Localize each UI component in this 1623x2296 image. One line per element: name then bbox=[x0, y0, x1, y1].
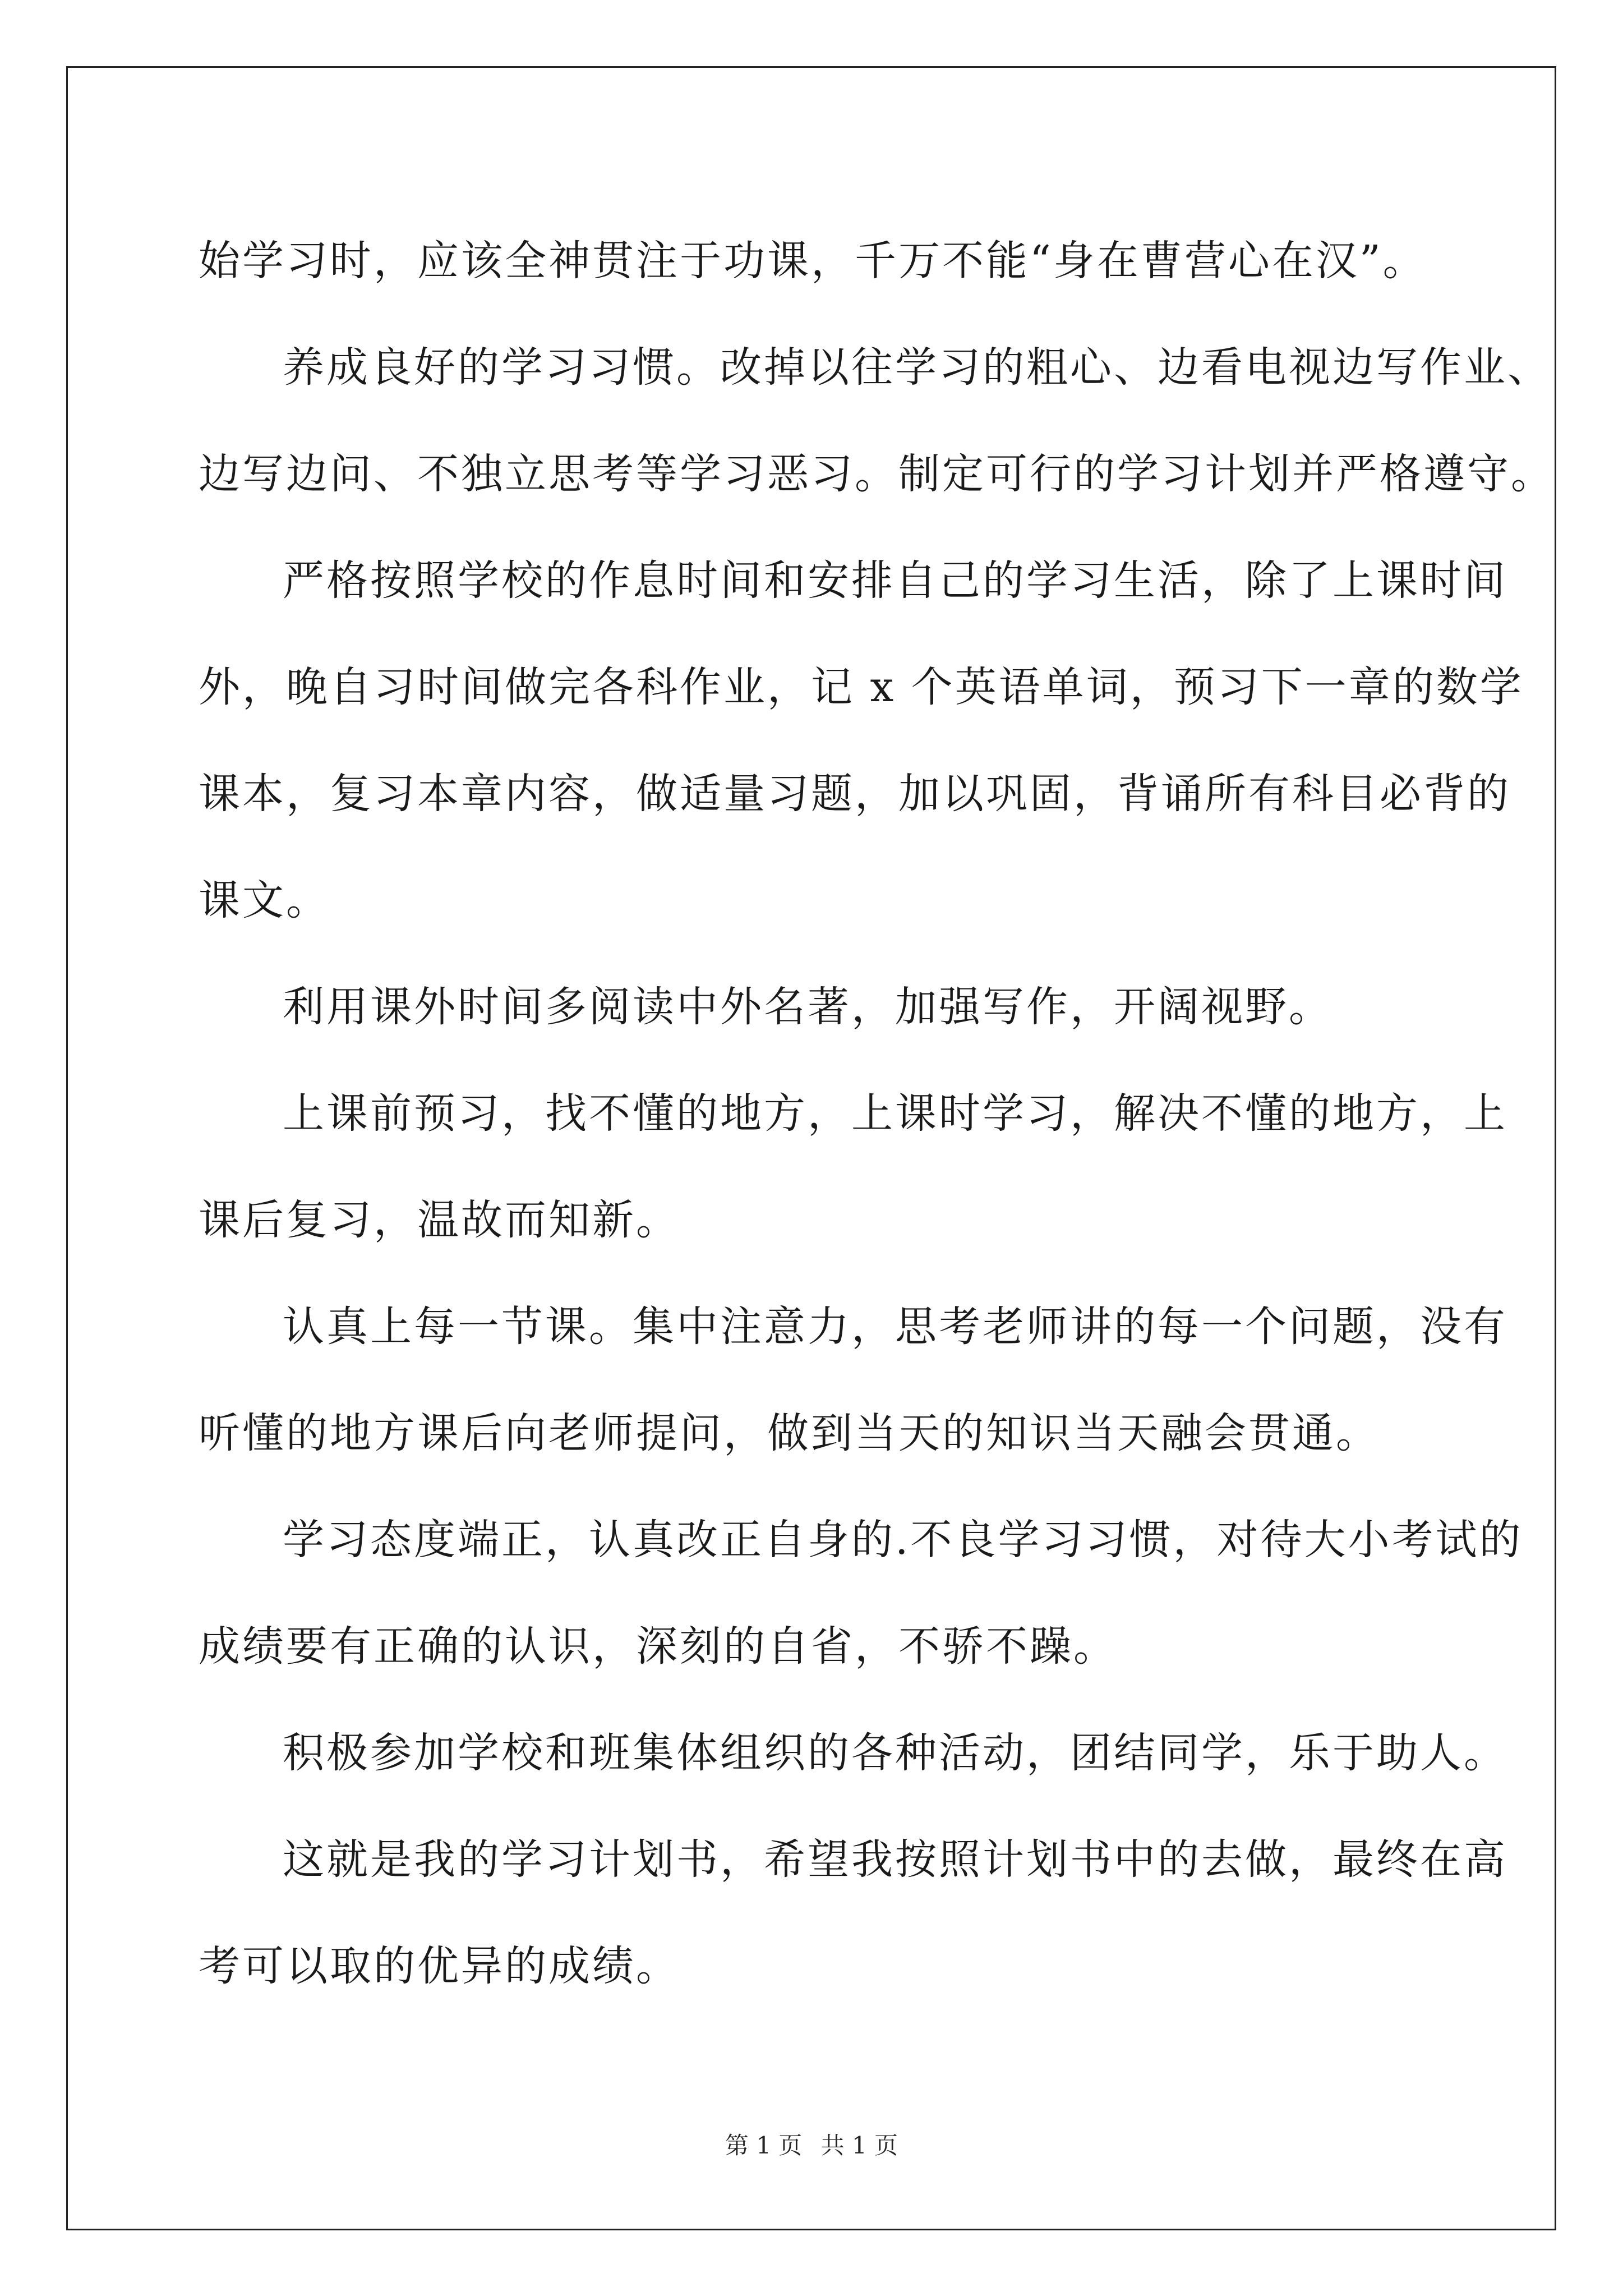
text-line: 认真上每一节课。集中注意力，思考老师讲的每一个问题，没有 bbox=[283, 1303, 1507, 1351]
document-body bbox=[199, 208, 1555, 2019]
page-footer bbox=[0, 2129, 1623, 2162]
text-line: 严格按照学校的作息时间和安排自己的学习生活，除了上课时间 bbox=[283, 556, 1507, 605]
text-line: 课后复习，温故而知新。 bbox=[199, 1196, 680, 1244]
text-line: 课本，复习本章内容，做适量习题，加以巩固，背诵所有科目必背的 bbox=[199, 770, 1511, 818]
text-line: 上课前预习，找不懂的地方，上课时学习，解决不懂的地方，上 bbox=[283, 1089, 1507, 1138]
text-line: 课文。 bbox=[199, 876, 330, 924]
text-line: 这就是我的学习计划书，希望我按照计划书中的去做，最终在高 bbox=[283, 1835, 1507, 1884]
text-line: 外，晚自习时间做完各科作业，记 x 个英语单词，预习下一章的数学 bbox=[199, 663, 1524, 711]
text-line: 学习态度端正，认真改正自身的.不良学习习惯，对待大小考试的 bbox=[283, 1516, 1523, 1564]
text-line: 始学习时，应该全神贯注于功课，千万不能“身在曹营心在汉”。 bbox=[199, 237, 1427, 285]
text-line: 边写边问、不独立思考等学习恶习。制定可行的学习计划并严格遵守。 bbox=[199, 450, 1555, 498]
text-line: 积极参加学校和班集体组织的各种活动，团结同学，乐于助人。 bbox=[283, 1729, 1507, 1777]
page-total: 共 1 页 bbox=[820, 2132, 898, 2159]
page-number: 第 1 页 bbox=[725, 2132, 803, 2159]
text-line: 养成良好的学习习惯。改掉以往学习的粗心、边看电视边写作业、 bbox=[283, 343, 1551, 392]
text-line: 考可以取的优异的成绩。 bbox=[199, 1942, 680, 1990]
text-line: 听懂的地方课后向老师提问，做到当天的知识当天融会贯通。 bbox=[199, 1409, 1380, 1457]
text-line: 成绩要有正确的认识，深刻的自省，不骄不躁。 bbox=[199, 1622, 1117, 1671]
text-line: 利用课外时间多阅读中外名著，加强写作，开阔视野。 bbox=[283, 983, 1332, 1031]
